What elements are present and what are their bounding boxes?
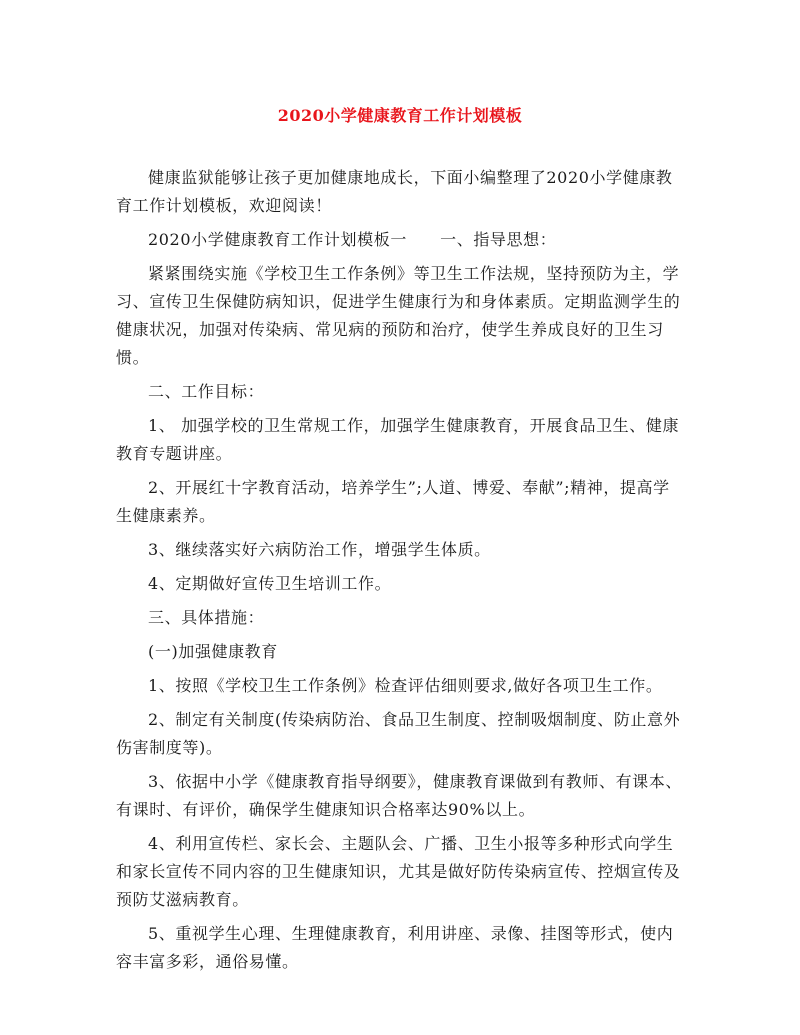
- template-heading-paragraph: 2020小学健康教育工作计划模板一 一、指导思想：: [148, 230, 557, 249]
- section-heading-goals: 二、工作目标：: [148, 382, 265, 401]
- goal-item-4: 4、定期做好宣传卫生培训工作。: [148, 574, 392, 593]
- measure-item-5: 5、重视学生心理、生理健康教育，利用讲座、录像、挂图等形式，使内容丰富多彩，通俗易懂。: [116, 924, 674, 971]
- subsection-heading-health-education: (一)加强健康教育: [148, 642, 278, 661]
- measure-item-1: 1、按照《学校卫生工作条例》检查评估细则要求,做好各项卫生工作。: [148, 676, 663, 695]
- document-title: 2020小学健康教育工作计划模板: [277, 106, 523, 125]
- goal-item-1: 1、 加强学校的卫生常规工作，加强学生健康教育，开展食品卫生、健康教育专题讲座。: [116, 416, 680, 463]
- document-body: [116, 164, 684, 982]
- goal-item-3: 3、继续落实好六病防治工作，增强学生体质。: [148, 540, 491, 559]
- measure-item-2: 2、制定有关制度(传染病防治、食品卫生制度、控制吸烟制度、防止意外伤害制度等)。: [116, 710, 681, 757]
- measure-item-3: 3、依据中小学《健康教育指导纲要》，健康教育课做到有教师、有课本、有课时、有评价，确保学生健康知识合格率达90%以上。: [116, 772, 682, 819]
- measure-item-4: 4、利用宣传栏、家长会、主题队会、广播、卫生小报等多种形式向学生和家长宣传不同内容的卫生健康知识，尤其是做好防传染病宣传、控烟宣传及预防艾滋病教育。: [116, 834, 681, 909]
- goal-item-2: 2、开展红十字教育活动，培养学生”;人道、博爱、奉献”;精神，提高学生健康素养。: [116, 478, 670, 525]
- guiding-principle-paragraph: 紧紧围绕实施《学校卫生工作条例》等卫生工作法规，坚持预防为主，学习、宣传卫生保健防病知识，促进学生健康行为和身体素质。定期监测学生的健康状况，加强对传染病、常见病的预防和治疗，使学生养成良好的卫生习惯。: [116, 264, 681, 367]
- intro-paragraph: 健康监狱能够让孩子更加健康地成长，下面小编整理了2020小学健康教育工作计划模板，欢迎阅读！: [116, 168, 673, 215]
- section-heading-measures: 三、具体措施：: [148, 608, 265, 627]
